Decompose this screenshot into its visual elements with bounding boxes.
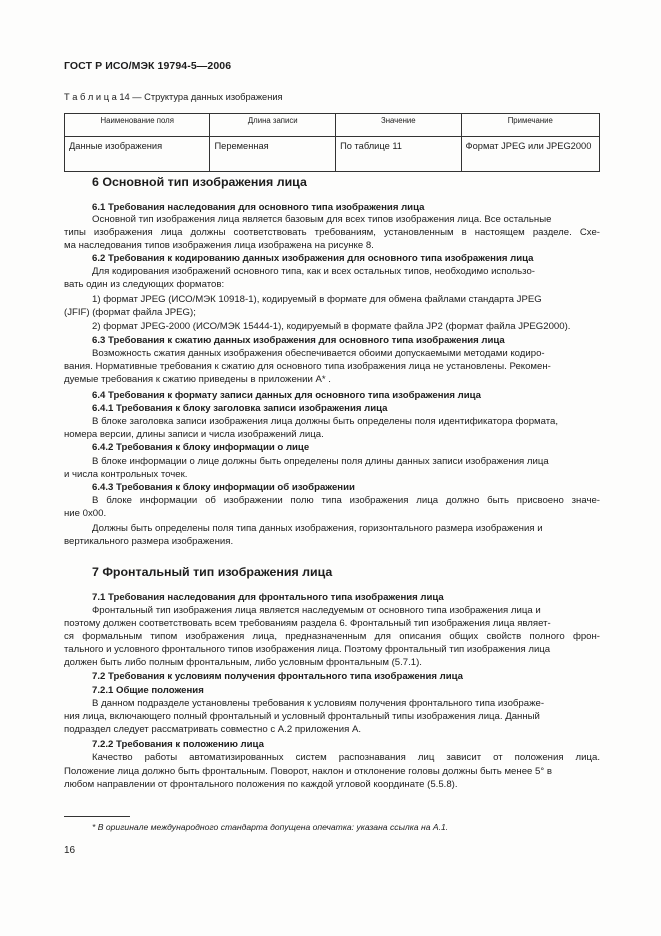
text-line: Качество работы автоматизированных систем распознавания лиц зависит от положения лица. xyxy=(92,752,600,763)
subsection-heading: 6.4.2 Требования к блоку информации о лице xyxy=(92,442,310,453)
subsection-heading: 6.2 Требования к кодированию данных изображения для основного типа изображения лица xyxy=(92,253,534,264)
table-cell: По таблице 11 xyxy=(336,137,461,172)
text-line: дуемые требования к сжатию приведены в приложении А* . xyxy=(64,374,331,385)
table-header-cell: Примечание xyxy=(461,114,599,137)
section-7-title: 7 Фронтальный тип изображения лица xyxy=(92,565,333,579)
text-line: Положение лица должно быть фронтальным. Поворот, наклон и отклонение головы должны быть менее 5° в xyxy=(64,766,552,777)
text-line: вертикального размера изображения. xyxy=(64,536,234,547)
table-cell: Переменная xyxy=(210,137,336,172)
text-line: и числа контрольных точек. xyxy=(64,469,188,480)
table-header-cell: Длина записи xyxy=(210,114,336,137)
text-line: номера версии, длины записи и числа изображений лица. xyxy=(64,429,324,440)
subsection-heading: 6.4.1 Требования к блоку заголовка записи изображения лица xyxy=(92,403,388,414)
document-header: ГОСТ Р ИСО/МЭК 19794-5—2006 xyxy=(64,60,232,72)
text-line: ся формальным типом изображения лица, предназначенным для описания общих свойств полного фрон- xyxy=(64,631,600,642)
subsection-heading: 6.4.3 Требования к блоку информации об изображении xyxy=(92,482,355,493)
subsection-heading: 7.2.2 Требования к положению лица xyxy=(92,739,264,750)
table-cell: Данные изображения xyxy=(65,137,210,172)
subsection-heading: 6.4 Требования к формату записи данных для основного типа изображения лица xyxy=(92,390,481,401)
text-line: Фронтальный тип изображения лица является наследуемым от основного типа изображения лица и xyxy=(92,605,541,616)
text-line: Возможность сжатия данных изображения обеспечивается обоими допускаемыми методами кодиро- xyxy=(92,348,545,359)
footnote-divider xyxy=(64,816,130,817)
text-line: (JFIF) (формат файла JPEG); xyxy=(64,307,196,318)
data-table xyxy=(64,113,600,172)
text-line: любом направлении от фронтального положения по каждой угловой координате (5.5.8). xyxy=(64,779,458,790)
text-line: подраздел следует рассматривать совместно с А.2 приложения А. xyxy=(64,724,362,735)
text-line: В блоке информации о лице должны быть определены поля длины данных записи изображения лица xyxy=(92,456,549,467)
text-line: В блоке информации об изображении полю типа изображения лица должно быть присвоено значе- xyxy=(92,495,600,506)
text-line: типы изображения лица должны соответствовать требованиям, установленным в настоящем разделе. Схе- xyxy=(64,227,600,238)
table-header-cell: Наименование поля xyxy=(65,114,210,137)
text-line: Для кодирования изображений основного типа, как и всех остальных типов, необходимо использо- xyxy=(92,266,535,277)
table-caption: Т а б л и ц а 14 — Структура данных изображения xyxy=(64,92,283,102)
table-row xyxy=(65,137,600,172)
text-line: должен быть либо полным фронтальным, либо условным фронтальным (5.7.1). xyxy=(64,657,422,668)
text-line: ма наследования типов изображения лица изображена на рисунке 8. xyxy=(64,240,374,251)
subsection-heading: 7.1 Требования наследования для фронтального типа изображения лица xyxy=(92,592,444,603)
text-line: Должны быть определены поля типа данных изображения, горизонтального размера изображения и xyxy=(92,523,543,534)
table-header-cell: Значение xyxy=(336,114,461,137)
text-line: Основной тип изображения лица является базовым для всех типов изображения лица. Все остальные xyxy=(92,214,552,225)
subsection-heading: 7.2 Требования к условиям получения фронтального типа изображения лица xyxy=(92,671,463,682)
table-header-row xyxy=(65,114,600,137)
text-line: вания. Нормативные требования к сжатию для основного типа изображения лица не установлены. Рекомен- xyxy=(64,361,551,372)
text-line: вать один из следующих форматов: xyxy=(64,279,225,290)
subsection-heading: 6.3 Требования к сжатию данных изображения для основного типа изображения лица xyxy=(92,335,505,346)
section-6-title: 6 Основной тип изображения лица xyxy=(92,175,307,189)
text-line: тального и условного фронтального типов изображения лица. Поэтому фронтальный тип изображения лица xyxy=(64,644,551,655)
text-line: 1) формат JPEG (ИСО/МЭК 10918-1), кодируемый в формате для обмена файлами стандарта JPEG xyxy=(92,294,542,305)
subsection-heading: 7.2.1 Общие положения xyxy=(92,685,204,696)
text-line: 2) формат JPEG-2000 (ИСО/МЭК 15444-1), кодируемый в формате файла JP2 (формат файла JPEG2000). xyxy=(92,321,571,332)
footnote: * В оригинале международного стандарта допущена опечатка: указана ссылка на А.1. xyxy=(92,822,449,832)
text-line: В данном подразделе установлены требования к условиям получения фронтального типа изображе- xyxy=(92,698,545,709)
table-cell: Формат JPEG или JPEG2000 xyxy=(461,137,599,172)
text-line: поэтому должен соответствовать всем требованиям раздела 6. Фронтальный тип изображения лица являет- xyxy=(64,618,551,629)
text-line: ния лица, включающего полный фронтальный и условный фронтальный типы изображения лица. Данный xyxy=(64,711,540,722)
text-line: В блоке заголовка записи изображения лица должны быть определены поля идентификатора формата, xyxy=(92,416,559,427)
page-number: 16 xyxy=(64,845,76,856)
subsection-heading: 6.1 Требования наследования для основного типа изображения лица xyxy=(92,202,425,213)
text-line: ние 0x00. xyxy=(64,508,107,519)
